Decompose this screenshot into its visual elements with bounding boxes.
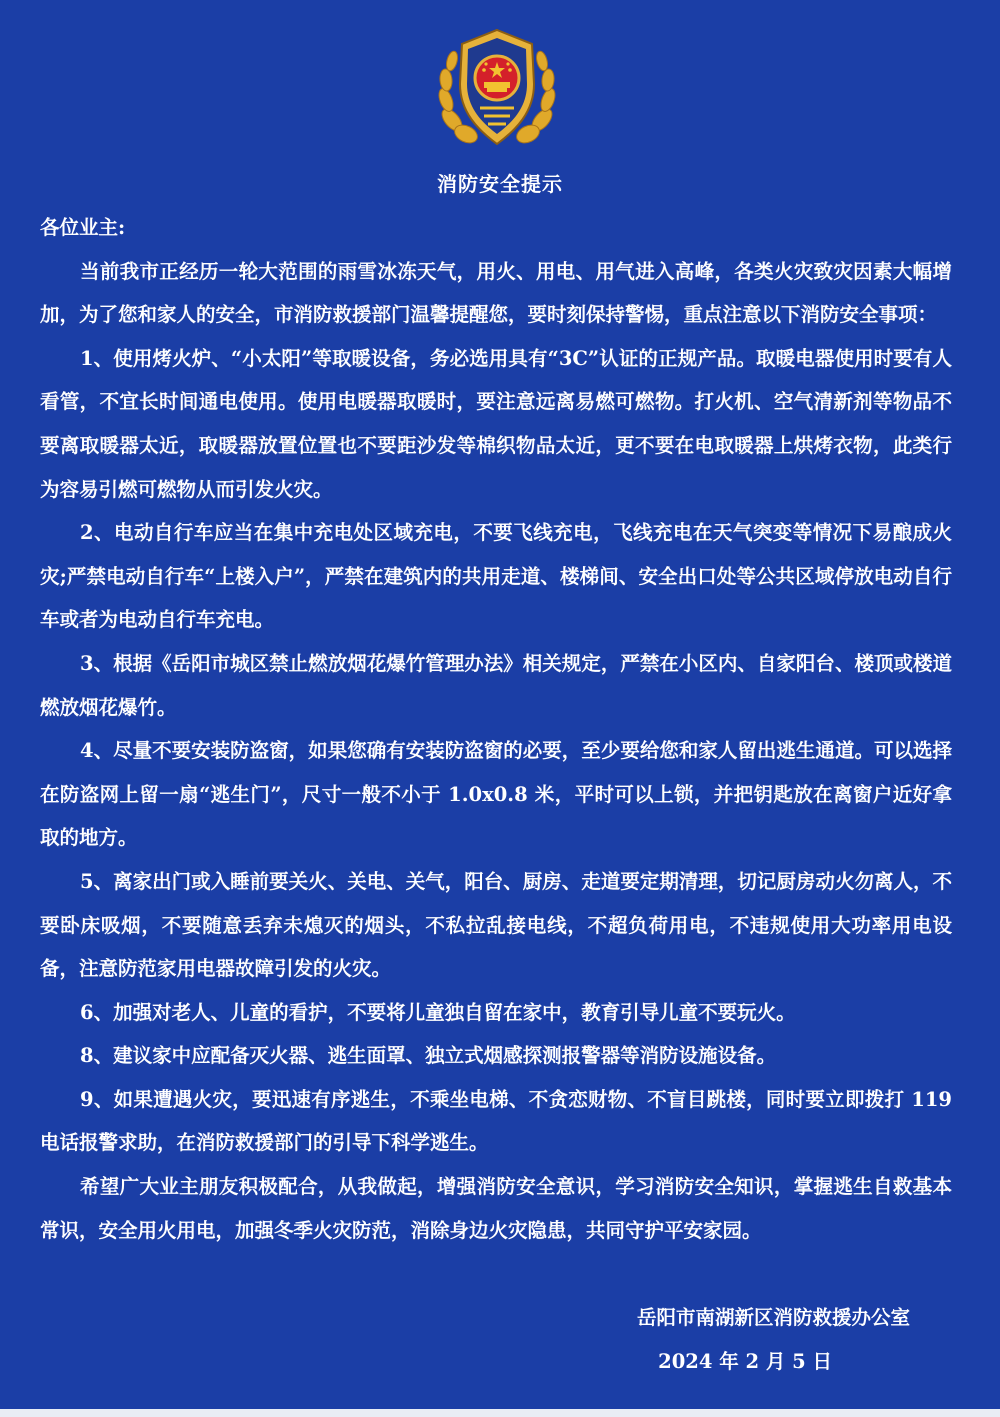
notice-item-5: 5、离家出门或入睡前要关火、关电、关气，阳台、厨房、走道要定期清理，切记厨房动火勿离人，不要卧床吸烟，不要随意丢弃未熄灭的烟头，不私拉乱接电线，不超负荷用电，不违规使用大功率用电设备，注意防范家用电器故障引发的火灾。 <box>40 869 952 981</box>
notice-item-9: 9、如果遭遇火灾，要迅速有序逃生，不乘坐电梯、不贪恋财物、不盲目跳楼，同时要立即拨打 119 电话报警求助，在消防救援部门的引导下科学逃生。 <box>40 1087 952 1155</box>
bottom-border <box>0 1409 1000 1417</box>
signature-date: 2024 年 2 月 5 日 <box>658 1350 832 1373</box>
notice-item-3: 3、根据《岳阳市城区禁止燃放烟花爆竹管理办法》相关规定，严禁在小区内、自家阳台、楼顶或楼道燃放烟花爆竹。 <box>40 651 952 719</box>
intro-paragraph: 当前我市正经历一轮大范围的雨雪冰冻天气，用火、用电、用气进入高峰，各类火灾致灾因素大幅增加，为了您和家人的安全，市消防救援部门温馨提醒您，要时刻保持警惕，重点注意以下消防安全事项： <box>40 259 952 327</box>
notice-item-4: 4、尽量不要安装防盗窗，如果您确有安装防盗窗的必要，至少要给您和家人留出逃生通道。可以选择在防盗网上留一扇“逃生门”，尺寸一般不小于 1.0x0.8 米，平时可以上锁，并把钥匙放在离窗户近好拿取的地方。 <box>40 739 952 850</box>
notice-item-2: 2、电动自行车应当在集中充电处区域充电，不要飞线充电，飞线充电在天气突变等情况下易酿成火灾;严禁电动自行车“上楼入户”，严禁在建筑内的共用走道、楼梯间、安全出口处等公共区域停放电动自行车或者为电动自行车充电。 <box>40 521 952 632</box>
signature-organization: 岳阳市南湖新区消防救援办公室 <box>636 1306 910 1329</box>
notice-item-8: 8、建议家中应配备灭火器、逃生面罩、独立式烟感探测报警器等消防设施设备。 <box>80 1044 777 1068</box>
document-title: 消防安全提示 <box>437 172 563 196</box>
notice-item-1: 1、使用烤火炉、“小太阳”等取暖设备，务必选用具有“3C”认证的正规产品。取暖电器使用时要有人看管，不宜长时间通电使用。使用电暖器取暖时，要注意远离易燃可燃物。打火机、空气清新剂等物品不要离取暖器太近，取暖器放置位置也不要距沙发等棉织物品太近，更不要在电取暖器上烘烤衣物，此类行为容易引燃可燃物从而引发火灾。 <box>40 346 952 501</box>
fire-rescue-emblem-icon <box>432 24 562 152</box>
notice-item-6: 6、加强对老人、儿童的看护，不要将儿童独自留在家中，教育引导儿童不要玩火。 <box>80 1000 796 1024</box>
greeting: 各位业主: <box>40 216 126 239</box>
notice-body <box>40 206 952 1252</box>
closing-paragraph: 希望广大业主朋友积极配合，从我做起，增强消防安全意识，学习消防安全知识，掌握逃生自救基本常识，安全用火用电，加强冬季火灾防范，消除身边火灾隐患，共同守护平安家园。 <box>40 1175 952 1242</box>
